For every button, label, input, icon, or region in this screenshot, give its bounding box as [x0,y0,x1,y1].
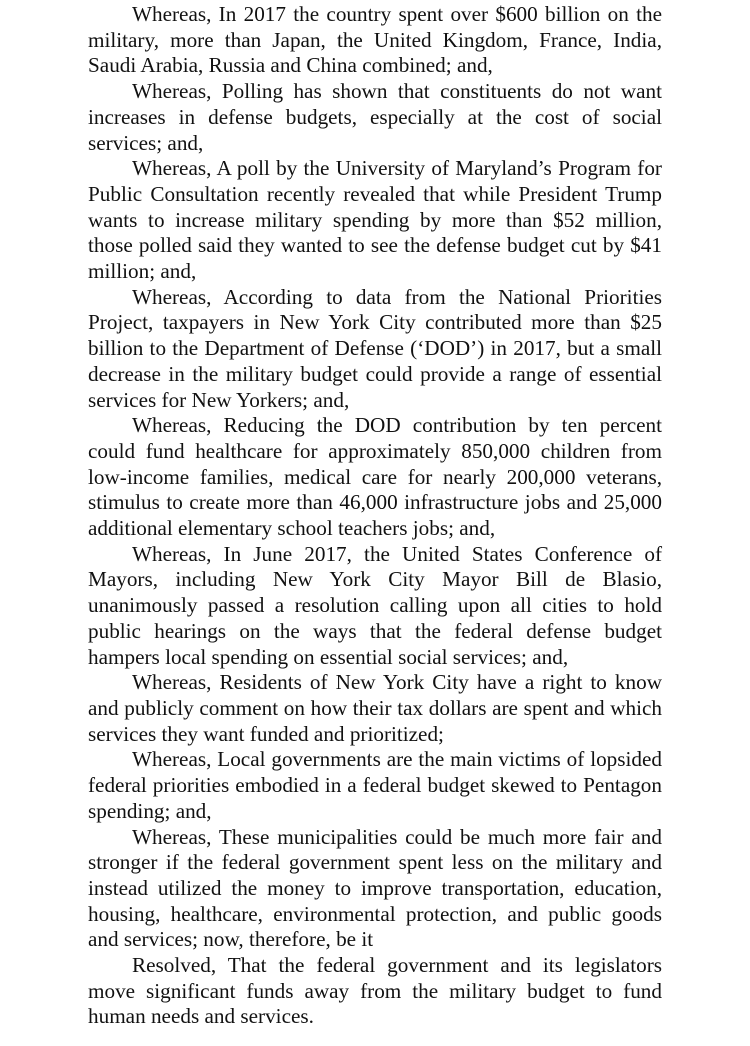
whereas-residents-right: Whereas, Residents of New York City have a right to know and publicly comment on how their tax dollars are spent and which services they want funded and prioritized; [88,670,662,746]
whereas-national-priorities: Whereas, According to data from the National Priorities Project, taxpayers in New York City contributed more than $25 billion to the Department of Defense (‘DOD’) in 2017, but a small decrease in the military budget could provide a range of essential services for New Yorkers; and, [88,284,662,412]
whereas-conference-of-mayors: Whereas, In June 2017, the United States Conference of Mayors, including New York City Mayor Bill de Blasio, unanimously passed a resolution calling upon all cities to hold public hearings on the ways that the federal defense budget hampers local spending on essential social services; and, [88,541,662,669]
whereas-umd-poll: Whereas, A poll by the University of Maryland’s Program for Public Consultation recently revealed that while President Trump wants to increase military spending by more than $52 million, those polled said they wanted to see the defense budget cut by $41 million; and, [88,156,662,284]
whereas-municipalities: Whereas, These municipalities could be much more fair and stronger if the federal government spent less on the military and instead utilized the money to improve transportation, education, housing, healthcare, environmental protection, and public goods and services; now, therefore, be it [88,824,662,952]
whereas-local-governments: Whereas, Local governments are the main victims of lopsided federal priorities embodied in a federal budget skewed to Pentagon spending; and, [88,747,662,823]
resolved-clause: Resolved, That the federal government and its legislators move significant funds away from the military budget to fund human needs and services. [88,953,662,1029]
resolution-document [88,2,662,1030]
whereas-military-spending: Whereas, In 2017 the country spent over $600 billion on the military, more than Japan, the United Kingdom, France, India, Saudi Arabia, Russia and China combined; and, [88,2,662,78]
whereas-dod-reduction: Whereas, Reducing the DOD contribution by ten percent could fund healthcare for approximately 850,000 children from low-income families, medical care for nearly 200,000 veterans, stimulus to create more than 46,000 infrastructure jobs and 25,000 additional elementary school teachers jobs; and, [88,413,662,541]
whereas-polling: Whereas, Polling has shown that constituents do not want increases in defense budgets, especially at the cost of social services; and, [88,79,662,155]
